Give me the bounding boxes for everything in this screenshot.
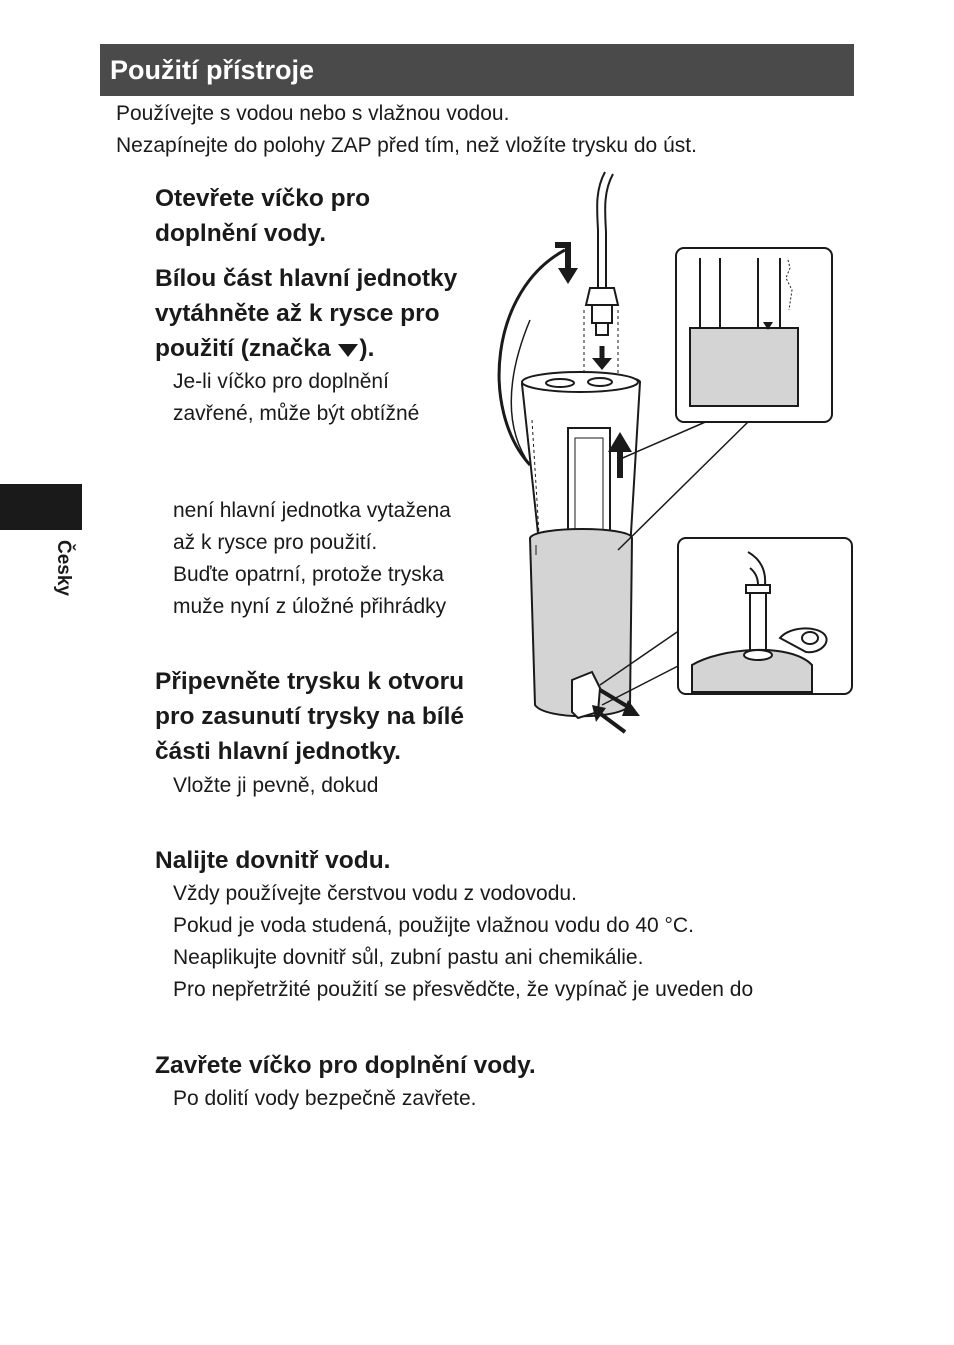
step-3-title-line-3: části hlavní jednotky.	[155, 738, 401, 765]
step-2-note-1: Je-li víčko pro doplnění	[173, 370, 389, 393]
step-4-title: Nalijte dovnitř vodu.	[155, 847, 391, 874]
language-tab	[0, 484, 82, 530]
step-3-note-1: Vložte ji pevně, dokud	[173, 774, 379, 797]
step-3-title-line-2: pro zasunutí trysky na bílé	[155, 703, 465, 730]
step-4-note-3: Neaplikujte dovnitř sůl, zubní pastu ani chemikálie.	[173, 946, 644, 969]
step-2-title-end: ).	[359, 335, 375, 362]
intro-line-2: Nezapínejte do polohy ZAP před tím, než vložíte trysku do úst.	[116, 134, 697, 157]
step-1-title-line-2: doplnění vody.	[155, 220, 327, 247]
step-1-title-line-1: Otevřete víčko pro	[155, 185, 371, 212]
step-4-note-4: Pro nepřetržité použití se přesvědčte, že vypínač je uveden do	[173, 978, 754, 1001]
step-2-title-line-1: Bílou část hlavní jednotky	[155, 265, 458, 292]
usage-mark-triangle-icon	[337, 342, 359, 358]
step-2-title-text: použití (značka	[155, 335, 331, 362]
step-2-note-4: až k rysce pro použití.	[173, 531, 378, 554]
step-4-note-2: Pokud je voda studená, použijte vlažnou vodu do 40 °C.	[173, 914, 694, 937]
section-title: Použití přístroje	[110, 54, 315, 85]
step-4-note-1: Vždy používejte čerstvou vodu z vodovodu.	[173, 882, 577, 905]
step-2-note-3: není hlavní jednotka vytažena	[173, 499, 451, 522]
step-3-title-line-1: Připevněte trysku k otvoru	[155, 668, 465, 695]
step-2-title-line-3	[155, 331, 374, 366]
step-2-note-5: Buďte opatrní, protože tryska	[173, 563, 444, 586]
step-5-title: Zavřete víčko pro doplnění vody.	[155, 1052, 536, 1079]
oral-irrigator-assembly-illustration	[480, 160, 860, 750]
intro-line-1: Používejte s vodou nebo s vlažnou vodou.	[116, 102, 510, 125]
step-2-title-line-2: vytáhněte až k rysce pro	[155, 300, 440, 327]
section-header	[100, 44, 854, 96]
step-2-note-2: zavřené, může být obtížné	[173, 402, 420, 425]
language-label: Česky	[53, 540, 74, 596]
step-2-note-6: muže nyní z úložné přihrádky	[173, 595, 447, 618]
step-5-note-1: Po dolití vody bezpečně zavřete.	[173, 1087, 477, 1110]
